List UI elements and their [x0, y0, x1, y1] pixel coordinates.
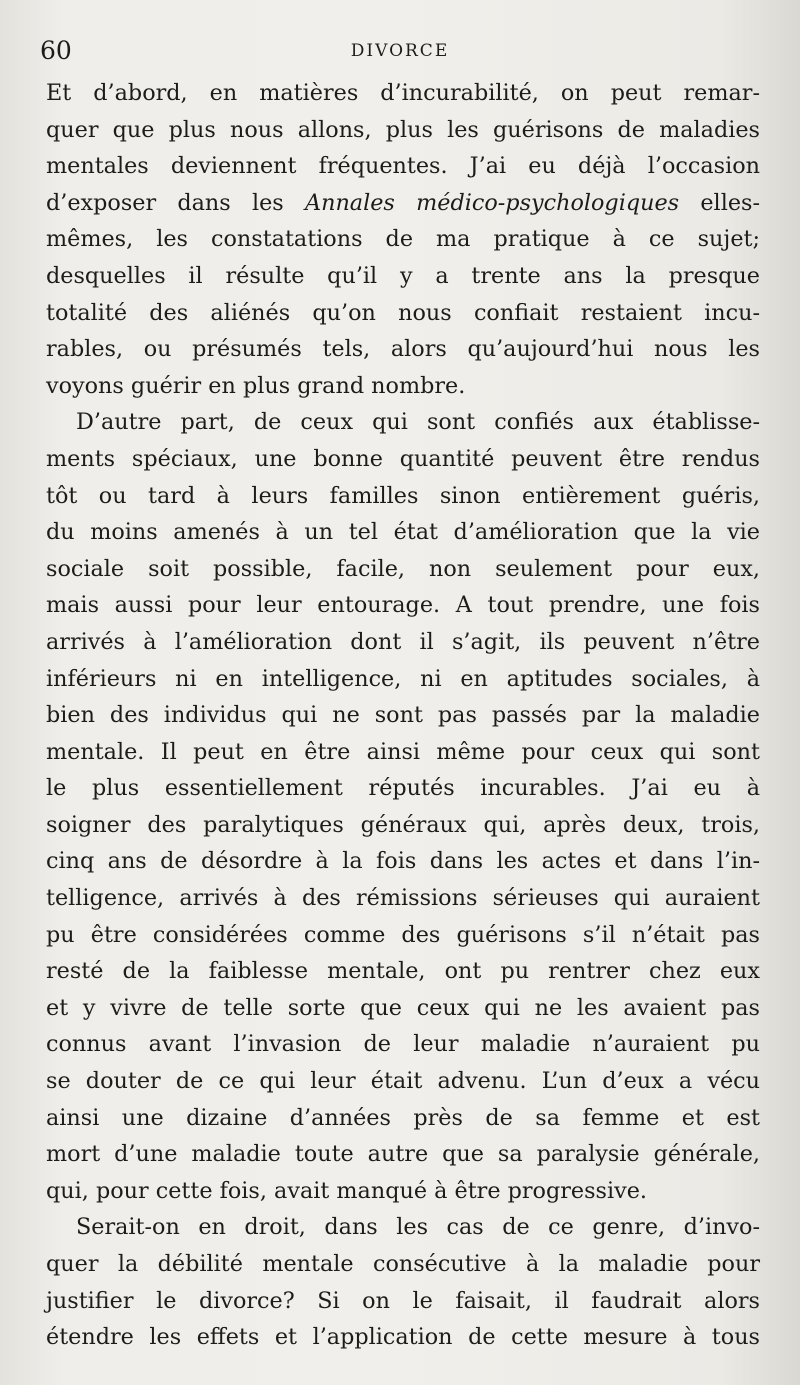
text-line: mais aussi pour leur entourage. A tout prendre, une fois: [46, 592, 760, 619]
text-line: étendre les effets et l’application de cette mesure à tous: [46, 1324, 760, 1351]
text-fragment: elles-: [679, 189, 760, 216]
text-fragment: d’exposer dans les: [46, 189, 305, 216]
text-line: du moins amenés à un tel état d’amélioration que la vie: [46, 519, 760, 546]
text-line: sociale soit possible, facile, non seulement pour eux,: [46, 555, 760, 582]
journal-title: Annales médico-psychologiques: [304, 189, 680, 216]
text-line: ments spéciaux, une bonne quantité peuvent être rendus: [46, 445, 760, 472]
text-line: rables, ou présumés tels, alors qu’aujourd’hui nous les: [46, 336, 760, 363]
text-line: totalité des aliénés qu’on nous confiait restaient incu-: [46, 299, 760, 326]
text-line: mentales deviennent fréquentes. J’ai eu déjà l’occasion: [46, 153, 760, 180]
page-number: 60: [40, 36, 72, 65]
text-line: Et d’abord, en matières d’incurabilité, on peut remar-: [46, 80, 760, 106]
text-line: quer que plus nous allons, plus les guérisons de maladies: [46, 116, 760, 143]
text-line: mêmes, les constatations de ma pratique à ce sujet;: [46, 226, 760, 253]
page-header: [40, 34, 760, 68]
paragraph-start: Serait-on en droit, dans les cas de ce genre, d’invo-: [76, 1214, 760, 1241]
running-head: DIVORCE: [350, 41, 450, 61]
text-line: mort d’une maladie toute autre que sa paralysie générale,: [46, 1141, 760, 1168]
text-line: et y vivre de telle sorte que ceux qui ne les avaient pas: [46, 994, 760, 1021]
text-line: bien des individus qui ne sont pas passés par la maladie: [46, 702, 760, 729]
text-line: connus avant l’invasion de leur maladie n’auraient pu: [46, 1031, 760, 1058]
text-line: resté de la faiblesse mentale, ont pu rentrer chez eux: [46, 958, 760, 985]
text-line: arrivés à l’amélioration dont il s’agit, ils peuvent n’être: [46, 628, 760, 655]
text-line: le plus essentiellement réputés incurables. J’ai eu à: [46, 775, 760, 802]
text-line: tôt ou tard à leurs familles sinon entièrement guéris,: [46, 482, 760, 509]
text-line: desquelles il résulte qu’il y a trente ans la presque: [46, 262, 760, 289]
text-line: qui, pour cette fois, avait manqué à être progressive.: [46, 1177, 647, 1204]
text-line-with-italic: [46, 185, 760, 222]
text-line: cinq ans de désordre à la fois dans les actes et dans l’in-: [46, 848, 760, 875]
text-line: quer la débilité mentale consécutive à la maladie pour: [46, 1251, 760, 1277]
text-line: voyons guérir en plus grand nombre.: [46, 372, 466, 399]
text-line: mentale. Il peut en être ainsi même pour ceux qui sont: [46, 738, 760, 765]
paragraph-start: D’autre part, de ceux qui sont confiés aux établisse-: [76, 409, 760, 436]
text-line: inférieurs ni en intelligence, ni en aptitudes sociales, à: [46, 665, 760, 692]
text-line: telligence, arrivés à des rémissions sérieuses qui auraient: [46, 885, 760, 912]
text-line: se douter de ce qui leur était advenu. L’un d’eux a vécu: [46, 1068, 760, 1095]
body-text: [46, 75, 760, 1356]
text-line: ainsi une dizaine d’années près de sa femme et est: [46, 1104, 760, 1131]
text-line: soigner des paralytiques généraux qui, après deux, trois,: [46, 811, 760, 838]
text-line: justifier le divorce? Si on le faisait, il faudrait alors: [46, 1287, 760, 1314]
text-line: pu être considérées comme des guérisons s’il n’était pas: [46, 921, 760, 948]
